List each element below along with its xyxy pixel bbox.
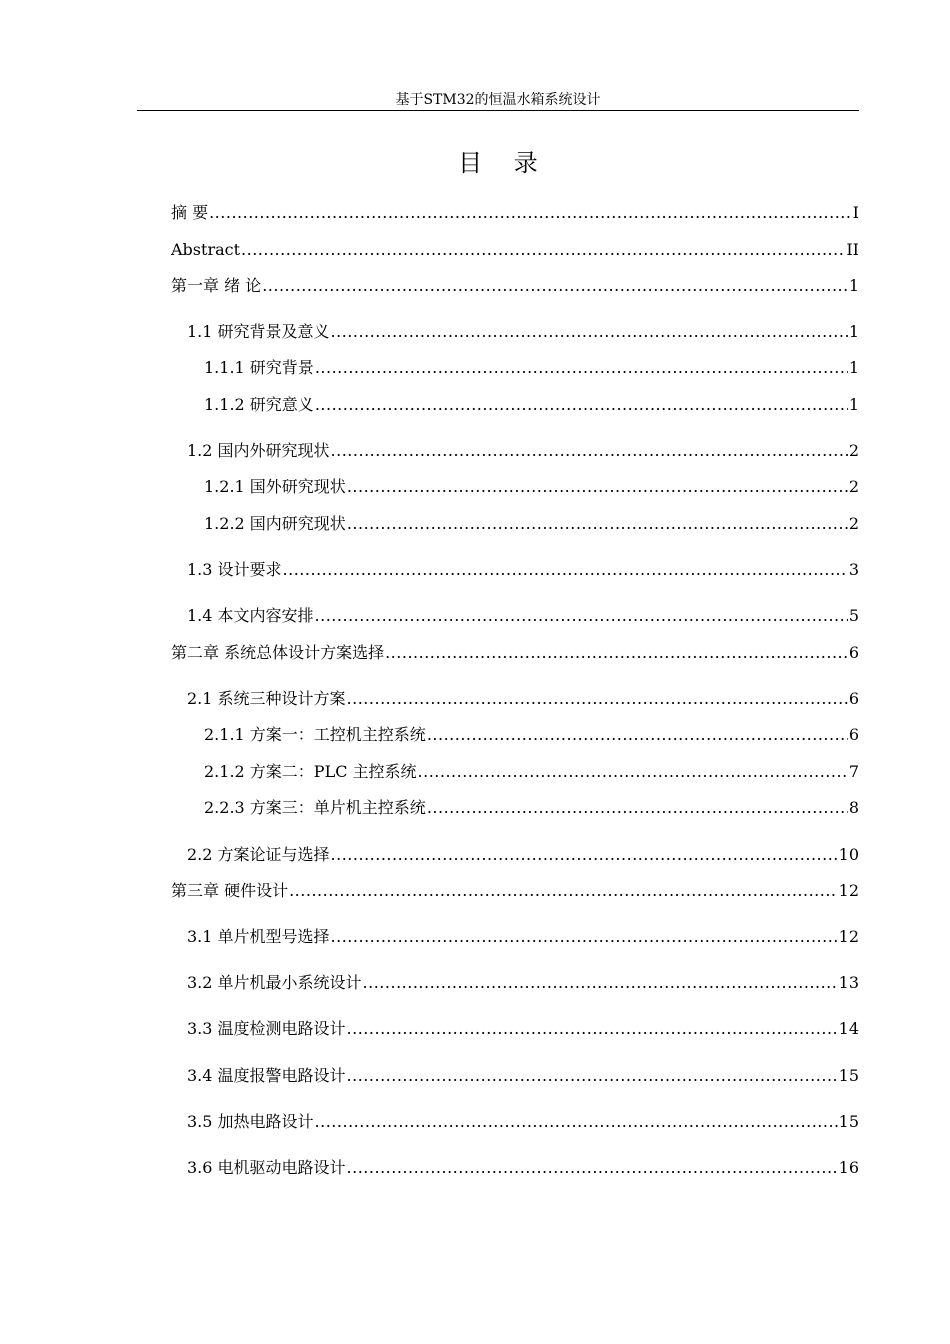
toc-entry-label: 1.2.1 国外研究现状 bbox=[204, 477, 346, 496]
dot-leader bbox=[241, 238, 845, 262]
toc-entry-section-2-1-2[interactable] bbox=[204, 760, 859, 784]
toc-entry-label: 1.1.2 研究意义 bbox=[204, 395, 314, 414]
toc-entry-label: 2.1.2 方案二：PLC 主控系统 bbox=[204, 762, 417, 781]
toc-entry-label: 2.2 方案论证与选择 bbox=[187, 845, 330, 864]
toc-entry-section-1-2[interactable] bbox=[187, 439, 859, 463]
toc-entry-label: 摘 要 bbox=[171, 203, 209, 222]
toc-entry-page: 6 bbox=[848, 643, 859, 662]
toc-entry-page: 14 bbox=[838, 1019, 859, 1038]
toc-entry-abstract-cn[interactable] bbox=[171, 201, 859, 225]
dot-leader bbox=[427, 723, 848, 747]
dot-leader bbox=[262, 274, 848, 298]
toc-entry-label: Abstract bbox=[171, 240, 241, 259]
toc-entry-label: 第一章 绪 论 bbox=[171, 276, 262, 295]
toc-entry-page: 2 bbox=[848, 441, 859, 460]
toc-entry-label: 2.1.1 方案一：工控机主控系统 bbox=[204, 725, 426, 744]
toc-entry-section-3-3[interactable] bbox=[187, 1017, 859, 1041]
toc-title: 目 录 bbox=[458, 149, 550, 177]
toc-entry-label: 第三章 硬件设计 bbox=[171, 881, 289, 900]
toc-entry-section-1-1-2[interactable] bbox=[204, 393, 859, 417]
toc-entry-label: 1.2.2 国内研究现状 bbox=[204, 514, 346, 533]
toc-entry-page: 5 bbox=[848, 606, 859, 625]
toc-entry-page: 7 bbox=[848, 762, 859, 781]
dot-leader bbox=[209, 201, 852, 225]
dot-leader bbox=[315, 393, 848, 417]
dot-leader bbox=[363, 971, 838, 995]
toc-entry-page: 1 bbox=[848, 358, 859, 377]
dot-leader bbox=[347, 687, 848, 711]
toc-entry-section-3-4[interactable] bbox=[187, 1064, 859, 1088]
dot-leader bbox=[347, 475, 848, 499]
toc-entry-label: 3.1 单片机型号选择 bbox=[187, 927, 330, 946]
toc-entry-page: 13 bbox=[838, 973, 859, 992]
toc-entry-page: 3 bbox=[848, 560, 859, 579]
dot-leader bbox=[347, 1064, 838, 1088]
dot-leader bbox=[347, 1017, 838, 1041]
toc-entry-label: 1.4 本文内容安排 bbox=[187, 606, 314, 625]
toc-entry-page: 6 bbox=[848, 689, 859, 708]
toc-entry-section-2-1-1[interactable] bbox=[204, 723, 859, 747]
dot-leader bbox=[418, 760, 848, 784]
dot-leader bbox=[289, 879, 838, 903]
toc-entry-page: 15 bbox=[838, 1066, 859, 1085]
toc-entry-label: 1.3 设计要求 bbox=[187, 560, 282, 579]
dot-leader bbox=[331, 925, 838, 949]
dot-leader bbox=[315, 604, 848, 628]
toc-entry-label: 1.2 国内外研究现状 bbox=[187, 441, 330, 460]
toc-entry-label: 2.2.3 方案三：单片机主控系统 bbox=[204, 798, 426, 817]
toc-entry-page: 1 bbox=[848, 395, 859, 414]
toc-entry-label: 3.5 加热电路设计 bbox=[187, 1112, 314, 1131]
toc-entry-chapter-3[interactable] bbox=[171, 879, 859, 903]
toc-entry-section-2-1[interactable] bbox=[187, 687, 859, 711]
toc-entry-page: 1 bbox=[848, 322, 859, 341]
toc-entry-label: 1.1.1 研究背景 bbox=[204, 358, 314, 377]
toc-entry-page: 6 bbox=[848, 725, 859, 744]
toc-entry-page: 1 bbox=[848, 276, 859, 295]
toc-entry-page: 12 bbox=[838, 881, 859, 900]
dot-leader bbox=[347, 512, 848, 536]
toc-entry-section-2-2-3[interactable] bbox=[204, 796, 859, 820]
toc-entry-label: 3.3 温度检测电路设计 bbox=[187, 1019, 346, 1038]
toc-entry-section-1-2-2[interactable] bbox=[204, 512, 859, 536]
dot-leader bbox=[385, 641, 848, 665]
dot-leader bbox=[315, 1110, 838, 1134]
dot-leader bbox=[283, 558, 848, 582]
toc-entry-label: 1.1 研究背景及意义 bbox=[187, 322, 330, 341]
toc-entry-page: 2 bbox=[848, 514, 859, 533]
running-header: 基于STM32的恒温水箱系统设计 bbox=[395, 92, 601, 108]
dot-leader bbox=[315, 356, 848, 380]
toc-entry-page: 8 bbox=[848, 798, 859, 817]
toc-entry-section-3-6[interactable] bbox=[187, 1156, 859, 1180]
dot-leader bbox=[427, 796, 848, 820]
toc-entry-section-1-1[interactable] bbox=[187, 320, 859, 344]
toc-entry-label: 3.6 电机驱动电路设计 bbox=[187, 1158, 346, 1177]
toc-entry-section-1-4[interactable] bbox=[187, 604, 859, 628]
toc-entry-page: 2 bbox=[848, 477, 859, 496]
toc-entry-section-3-5[interactable] bbox=[187, 1110, 859, 1134]
toc-entry-section-1-2-1[interactable] bbox=[204, 475, 859, 499]
toc-entry-label: 3.4 温度报警电路设计 bbox=[187, 1066, 346, 1085]
toc-entry-label: 第二章 系统总体设计方案选择 bbox=[171, 643, 385, 662]
toc-entry-chapter-2[interactable] bbox=[171, 641, 859, 665]
toc-entry-section-3-2[interactable] bbox=[187, 971, 859, 995]
toc-entry-page: I bbox=[852, 203, 859, 222]
toc-entry-section-1-1-1[interactable] bbox=[204, 356, 859, 380]
toc-entry-section-3-1[interactable] bbox=[187, 925, 859, 949]
dot-leader bbox=[331, 843, 838, 867]
toc-entry-label: 3.2 单片机最小系统设计 bbox=[187, 973, 362, 992]
toc-entry-page: II bbox=[846, 240, 859, 259]
toc-entry-page: 16 bbox=[838, 1158, 859, 1177]
dot-leader bbox=[331, 439, 848, 463]
toc-entry-section-1-3[interactable] bbox=[187, 558, 859, 582]
dot-leader bbox=[331, 320, 848, 344]
toc-entry-chapter-1[interactable] bbox=[171, 274, 859, 298]
toc-entry-page: 10 bbox=[838, 845, 859, 864]
toc-entry-abstract-en[interactable] bbox=[171, 238, 859, 262]
dot-leader bbox=[347, 1156, 838, 1180]
toc-entry-page: 15 bbox=[838, 1112, 859, 1131]
toc-entry-label: 2.1 系统三种设计方案 bbox=[187, 689, 346, 708]
toc-entry-section-2-2[interactable] bbox=[187, 843, 859, 867]
toc-entry-page: 12 bbox=[838, 927, 859, 946]
